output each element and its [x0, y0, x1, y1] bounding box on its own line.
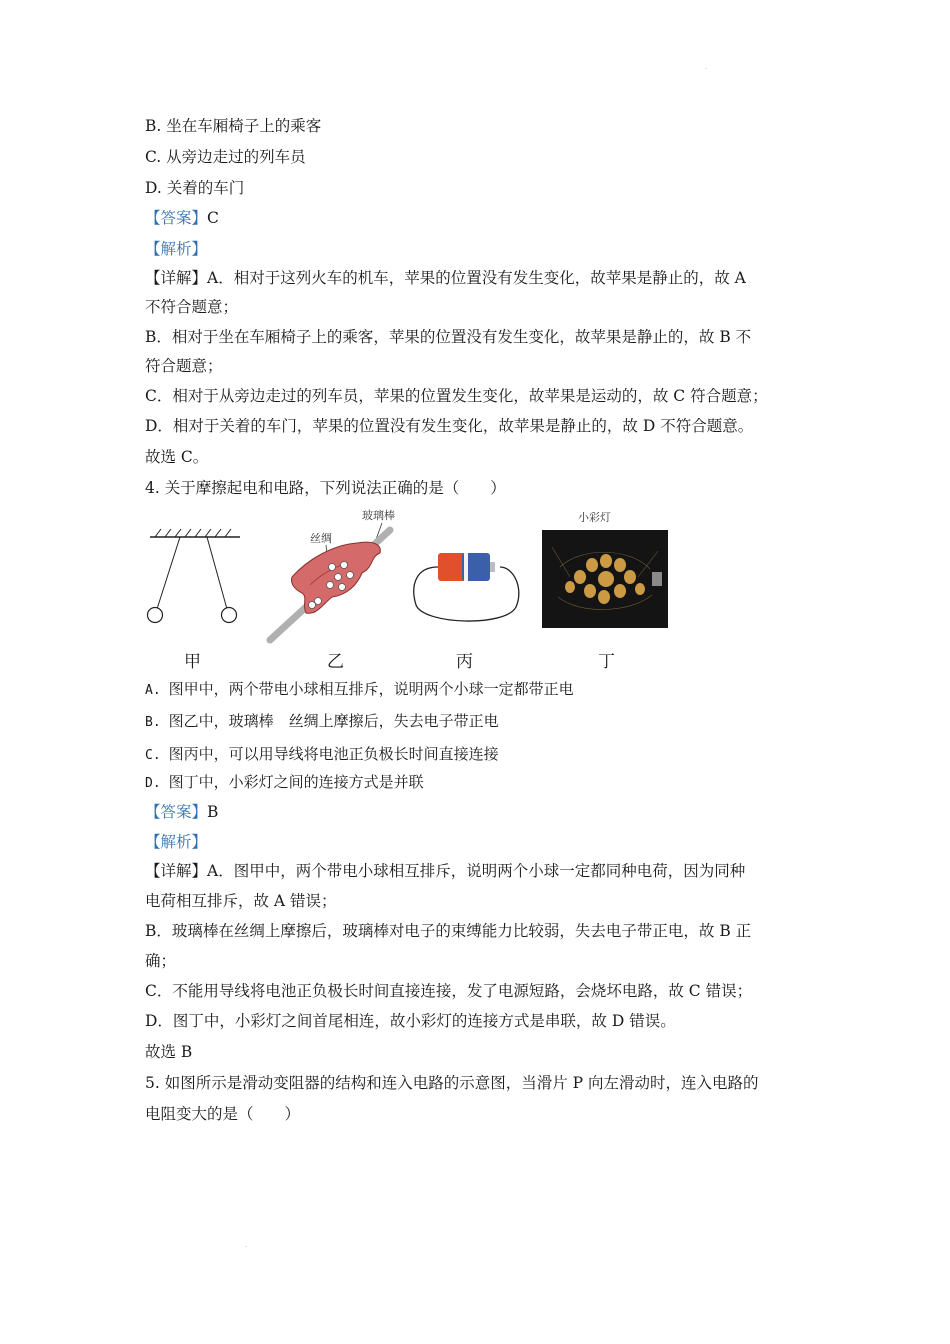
label-glass-rod: 玻璃棒	[362, 509, 395, 522]
q4-option-b: B. 图乙中，玻璃棒 丝绸上摩擦后，失去电子带正电	[145, 712, 499, 730]
q4-stem: 4. 关于摩擦起电和电路，下列说法正确的是（ ）	[145, 479, 506, 497]
answer-tag: 【答案】	[145, 803, 208, 821]
q3-detail: 不符合题意；	[145, 298, 239, 316]
caption-yi: 乙	[327, 652, 344, 672]
q4-analysis-tag: 【解析】	[145, 833, 208, 851]
scan-speck: ·	[705, 66, 707, 73]
q4-detail: 电荷相互排斥，故 A 错误；	[145, 892, 337, 910]
label-silk: 丝绸	[310, 532, 332, 545]
q3-detail: C．相对于从旁边走过的列车员，苹果的位置发生变化，故苹果是运动的，故 C 符合题意；	[145, 387, 768, 405]
q4-option-c: C. 图丙中，可以用导线将电池正负极长时间直接连接	[145, 745, 499, 763]
caption-jia: 甲	[184, 652, 201, 672]
q4-detail: B．玻璃棒在丝绸上摩擦后，玻璃棒对电子的束缚能力比较弱，失去电子带正电，故 B 正	[145, 922, 752, 940]
q4-option-a: A. 图甲中，两个带电小球相互排斥，说明两个小球一定都带正电	[145, 680, 574, 698]
answer-value: B	[207, 803, 219, 821]
answer-value: C	[207, 209, 219, 227]
q3-option-c: C. 从旁边走过的列车员	[145, 148, 306, 166]
q3-detail: B．相对于坐在车厢椅子上的乘客，苹果的位置没有发生变化，故苹果是静止的，故 B 不	[145, 328, 752, 346]
q3-detail: D．相对于关着的车门，苹果的位置没有发生变化，故苹果是静止的，故 D 不符合题意。	[145, 417, 754, 435]
q3-option-b: B. 坐在车厢椅子上的乘客	[145, 117, 322, 135]
q4-detail: D．图丁中，小彩灯之间首尾相连，故小彩灯的连接方式是串联，故 D 错误。	[145, 1012, 676, 1030]
q5-stem: 电阻变大的是（ ）	[145, 1105, 301, 1123]
q3-option-d: D. 关着的车门	[145, 179, 245, 197]
q3-answer	[145, 208, 219, 228]
scan-speck: ·	[245, 1244, 247, 1251]
q4-answer	[145, 802, 218, 822]
answer-tag: 【答案】	[145, 209, 208, 227]
q3-conclusion: 故选 C。	[145, 448, 209, 466]
figure-bing-battery-circuit	[410, 545, 525, 630]
q3-detail: 【详解】A．相对于这列火车的机车，苹果的位置没有发生变化，故苹果是静止的，故 A	[145, 269, 746, 287]
q4-detail: C．不能用导线将电池正负极长时间直接连接，发了电源短路，会烧坏电路，故 C 错误；	[145, 982, 753, 1000]
q4-conclusion: 故选 B	[145, 1043, 193, 1061]
q3-detail: 符合题意；	[145, 357, 223, 375]
q4-detail: 【详解】A．图甲中，两个带电小球相互排斥，说明两个小球一定都同种电荷，因为同种	[145, 862, 746, 880]
caption-ding: 丁	[598, 652, 615, 672]
label-lights: 小彩灯	[578, 511, 611, 524]
figure-yi-glass-rod-silk	[262, 505, 412, 645]
q4-detail: 确；	[145, 952, 177, 970]
q5-stem: 5. 如图所示是滑动变阻器的结构和连入电路的示意图，当滑片 P 向左滑动时，连入电路的	[145, 1074, 759, 1092]
figure-ding-string-lights	[540, 507, 670, 632]
q4-option-d: D. 图丁中，小彩灯之间的连接方式是并联	[145, 773, 424, 791]
caption-bing: 丙	[456, 652, 473, 672]
figure-jia-pendulums	[145, 525, 245, 630]
q3-analysis-tag: 【解析】	[145, 240, 208, 258]
